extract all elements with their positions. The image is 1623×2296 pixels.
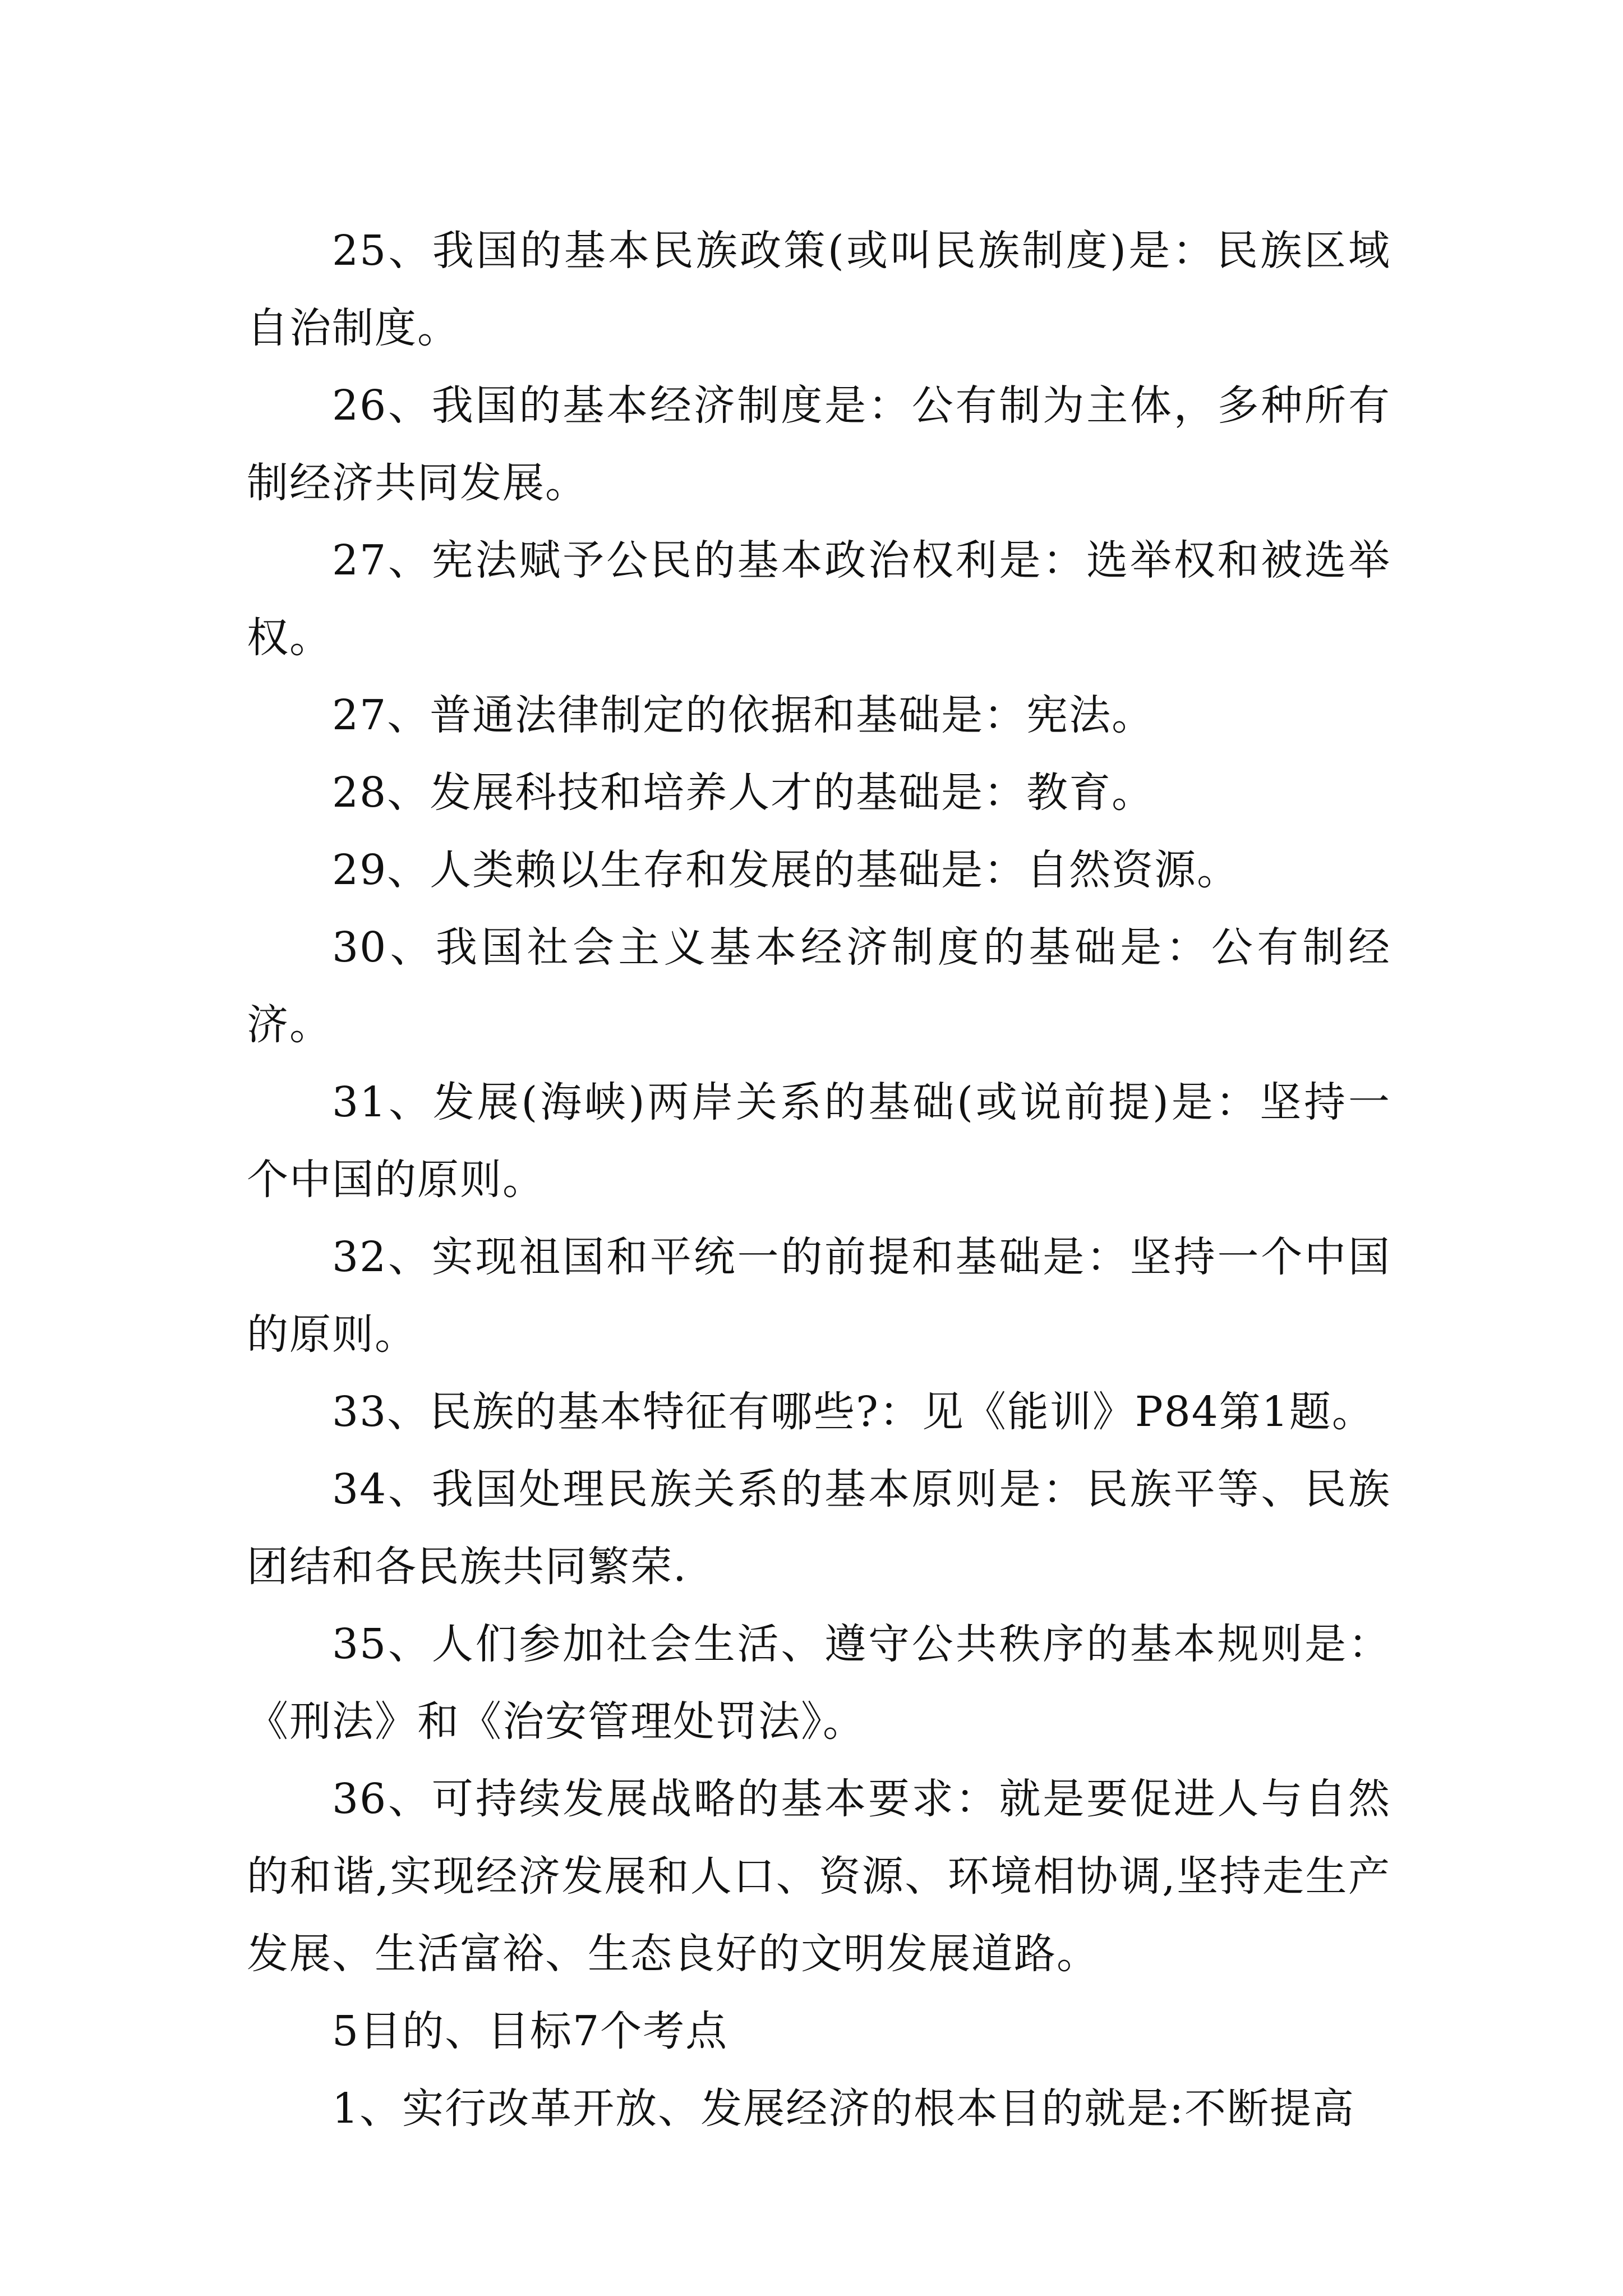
- paragraph-26-economic-system: 26、我国的基本经济制度是：公有制为主体，多种所有制经济共同发展。: [247, 381, 1391, 507]
- section-heading-goals: 5目的、目标7个考点: [332, 2007, 728, 2055]
- paragraph-30-public-ownership: 30、我国社会主义基本经济制度的基础是：公有制经济。: [247, 923, 1391, 1049]
- paragraph-28-education: 28、发展科技和培养人才的基础是：教育。: [332, 769, 1155, 817]
- paragraph-34-ethnic-principles: 34、我国处理民族关系的基本原则是：民族平等、民族团结和各民族共同繁荣.: [247, 1465, 1391, 1591]
- paragraph-29-natural-resources: 29、人类赖以生存和发展的基础是：自然资源。: [332, 846, 1240, 894]
- paragraph-25-ethnic-policy: 25、我国的基本民族政策(或叫民族制度)是：民族区域自治制度。: [247, 227, 1391, 352]
- paragraph-27-law-basis: 27、普通法律制定的依据和基础是：宪法。: [332, 691, 1155, 739]
- paragraph-31-cross-strait: 31、发展(海峡)两岸关系的基础(或说前提)是：坚持一个中国的原则。: [247, 1078, 1391, 1204]
- paragraph-36-sustainable-development: 36、可持续发展战略的基本要求：就是要促进人与自然的和谐,实现经济发展和人口、资源、环境相协调,坚持走生产发展、生活富裕、生态良好的文明发展道路。: [247, 1775, 1391, 1978]
- document-body: [247, 212, 1391, 2147]
- paragraph-27-political-rights: 27、宪法赋予公民的基本政治权利是：选举权和被选举权。: [247, 536, 1391, 662]
- paragraph-32-reunification: 32、实现祖国和平统一的前提和基础是：坚持一个中国的原则。: [247, 1233, 1391, 1359]
- paragraph-35-social-rules: 35、人们参加社会生活、遵守公共秩序的基本规则是：《刑法》和《治安管理处罚法》。: [247, 1620, 1391, 1746]
- paragraph-33-ethnic-features: 33、民族的基本特征有哪些?：见《能训》P84第1题。: [332, 1388, 1375, 1436]
- paragraph-1-reform-purpose: 1、实行改革开放、发展经济的根本目的就是:不断提高: [332, 2085, 1355, 2133]
